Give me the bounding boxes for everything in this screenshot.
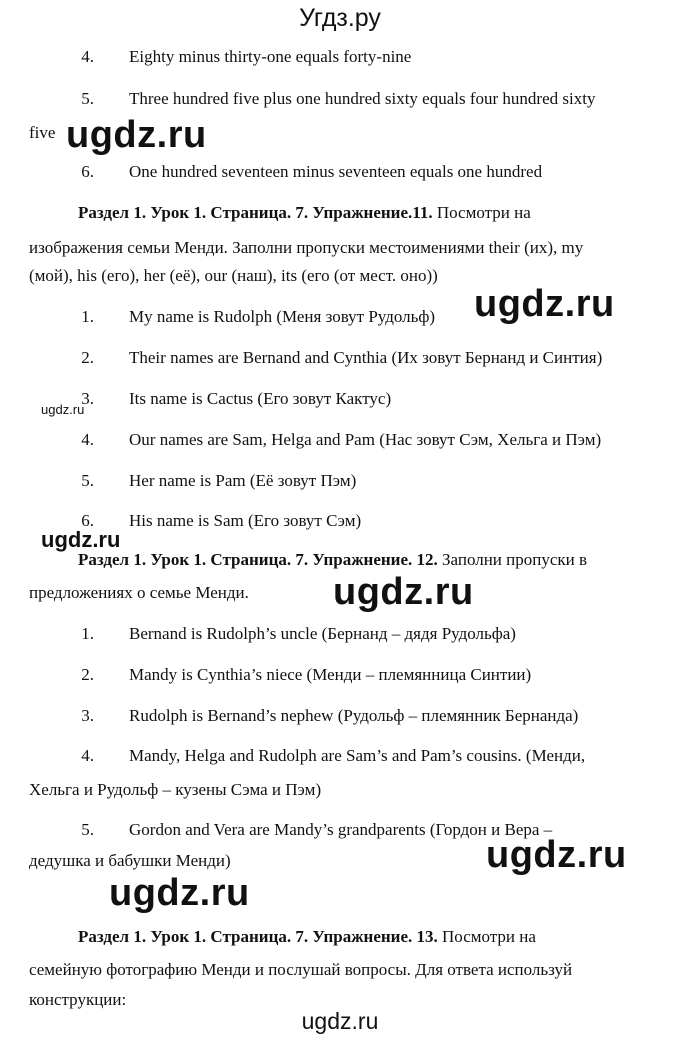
list-item-number: 2. [81, 665, 94, 684]
list-item-text: Gordon and Vera are Mandy’s grandparents (Гордон и Вера – [129, 820, 553, 839]
exercise-12-heading: Раздел 1. Урок 1. Страница. 7. Упражнение. 12. [78, 550, 438, 569]
list-item-number: 1. [81, 307, 94, 326]
list-item-number: 3. [81, 389, 94, 408]
list-item-number: 4. [81, 746, 94, 765]
list-item-text: Rudolph is Bernand’s nephew (Рудольф – племянник Бернанда) [129, 706, 579, 725]
list-item-text: Three hundred five plus one hundred sixty equals four hundred sixty [129, 89, 596, 108]
list-item-number: 4. [81, 430, 94, 449]
list-item-number: 3. [81, 706, 94, 725]
list-item-number: 5. [81, 89, 94, 108]
footer-watermark: ugdz.ru [301, 1008, 379, 1034]
exercise-13-heading: Раздел 1. Урок 1. Страница. 7. Упражнение. 13. [78, 927, 438, 946]
list-item-text: Her name is Pam (Её зовут Пэм) [129, 471, 357, 490]
list-item-text: One hundred seventeen minus seventeen equals one hundred [129, 162, 543, 181]
exercise-11-line1: Раздел 1. Урок 1. Страница. 7. Упражнение.11. Посмотри на [78, 203, 531, 222]
exercise-12-line2: предложениях о семье Менди. [29, 583, 249, 602]
site-title: Угдз.ру [299, 4, 381, 32]
list-item-text: Mandy is Cynthia’s niece (Менди – племянница Синтии) [129, 665, 532, 684]
exercise-13-line3: конструкции: [29, 990, 127, 1009]
watermark: ugdz.ru [333, 571, 474, 613]
list-item-text: Bernand is Rudolph’s uncle (Бернанд – дядя Рудольфа) [129, 624, 516, 643]
list-item-continuation: Хельга и Рудольф – кузены Сэма и Пэм) [29, 780, 322, 799]
list-item-continuation: дедушка и бабушки Менди) [29, 851, 231, 870]
list-item-text: His name is Sam (Его зовут Сэм) [129, 511, 362, 530]
exercise-11-line3: (мой), his (его), her (её), our (наш), its (его (от мест. оно)) [29, 266, 438, 285]
list-item-text: Their names are Bernand and Cynthia (Их зовут Бернанд и Синтия) [129, 348, 603, 367]
list-item-text: Eighty minus thirty-one equals forty-nine [129, 47, 412, 66]
list-item-number: 5. [81, 471, 94, 490]
list-item-number: 2. [81, 348, 94, 367]
list-item-text: Its name is Cactus (Его зовут Кактус) [129, 389, 392, 408]
list-item-number: 6. [81, 511, 94, 530]
watermark: ugdz.ru [474, 283, 615, 325]
exercise-13-line2: семейную фотографию Менди и послушай вопросы. Для ответа используй [29, 960, 573, 979]
exercise-13-line1: Раздел 1. Урок 1. Страница. 7. Упражнение. 13. Посмотри на [78, 927, 536, 946]
watermark: ugdz.ru [486, 834, 627, 876]
list-item-text: Mandy, Helga and Rudolph are Sam’s and Pam’s cousins. (Менди, [129, 746, 586, 765]
list-item-number: 4. [81, 47, 94, 66]
list-item-continuation: five [29, 123, 56, 142]
list-item-text: Our names are Sam, Helga and Pam (Нас зовут Сэм, Хельга и Пэм) [129, 430, 602, 449]
list-item-number: 1. [81, 624, 94, 643]
list-item-number: 5. [81, 820, 94, 839]
exercise-12-line1: Раздел 1. Урок 1. Страница. 7. Упражнение. 12. Заполни пропуски в [78, 550, 588, 569]
list-item-number: 6. [81, 162, 94, 181]
exercise-11-line2: изображения семьи Менди. Заполни пропуски местоимениями their (их), my [29, 238, 584, 257]
watermark: ugdz.ru [66, 114, 207, 156]
exercise-11-heading: Раздел 1. Урок 1. Страница. 7. Упражнение.11. [78, 203, 433, 222]
watermark: ugdz.ru [109, 872, 250, 914]
watermark-small: ugdz.ru [41, 402, 85, 417]
watermark: ugdz.ru [41, 527, 121, 552]
list-item-text: My name is Rudolph (Меня зовут Рудольф) [129, 307, 436, 326]
